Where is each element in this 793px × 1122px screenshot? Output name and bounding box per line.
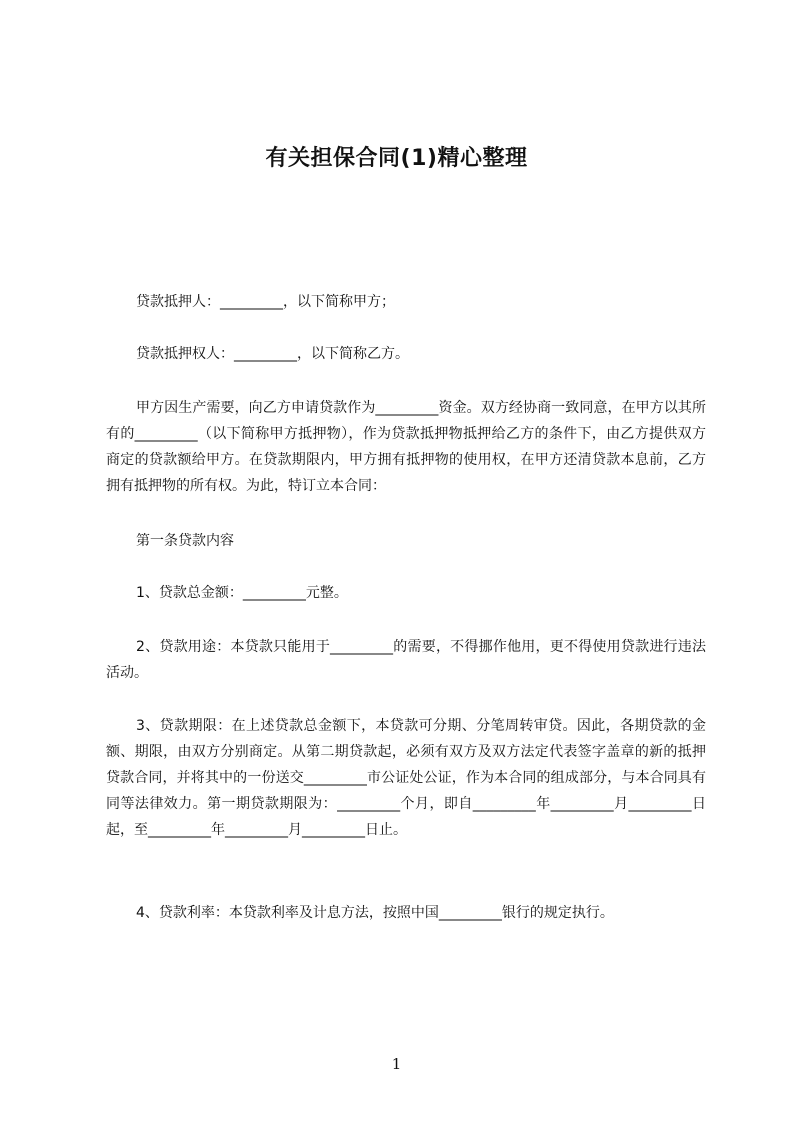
paragraph-mortgagee: 贷款抵押权人：_________，以下简称乙方。 <box>136 346 409 362</box>
paragraph-preamble: 甲方因生产需要，向乙方申请贷款作为_________资金。双方经协商一致同意，在甲方以其所有的_________（以下简称甲方抵押物），作为贷款抵押物抵押给乙方的条件下，由乙方提供双方商定的贷款额给甲方。在贷款期限内，甲方拥有抵押物的使用权，在甲方还清贷款本息前，乙方拥有抵押物的所有权。为此，特订立本合同： <box>106 400 706 494</box>
clause-interest-rate: 4、贷款利率：本贷款利率及计息方法，按照中国_________银行的规定执行。 <box>136 905 614 921</box>
clause-total-amount: 1、贷款总金额：_________元整。 <box>136 585 348 601</box>
article-one-heading: 第一条贷款内容 <box>136 533 234 549</box>
clause-loan-purpose: 2、贷款用途：本贷款只能用于_________的需要，不得挪作他用，更不得使用贷款进行违法活动。 <box>106 639 706 681</box>
paragraph-mortgagor: 贷款抵押人：_________，以下简称甲方； <box>136 294 395 310</box>
document-title: 有关担保合同(1)精心整理 <box>265 146 528 171</box>
page-number: 1 <box>391 1055 402 1073</box>
clause-loan-term: 3、贷款期限：在上述贷款总金额下，本贷款可分期、分笔周转审贷。因此，各期贷款的金额、期限，由双方分别商定。从第二期贷款起，必须有双方及双方法定代表签字盖章的新的抵押贷款合同，并将其中的一份送交_________市公证处公证，作为本合同的组成部分，与本合同具有同等法律效力。第一期贷款期限为：_________个月，即自_________年_________月_________日起，至_________年_________月_________日止。 <box>106 718 706 838</box>
